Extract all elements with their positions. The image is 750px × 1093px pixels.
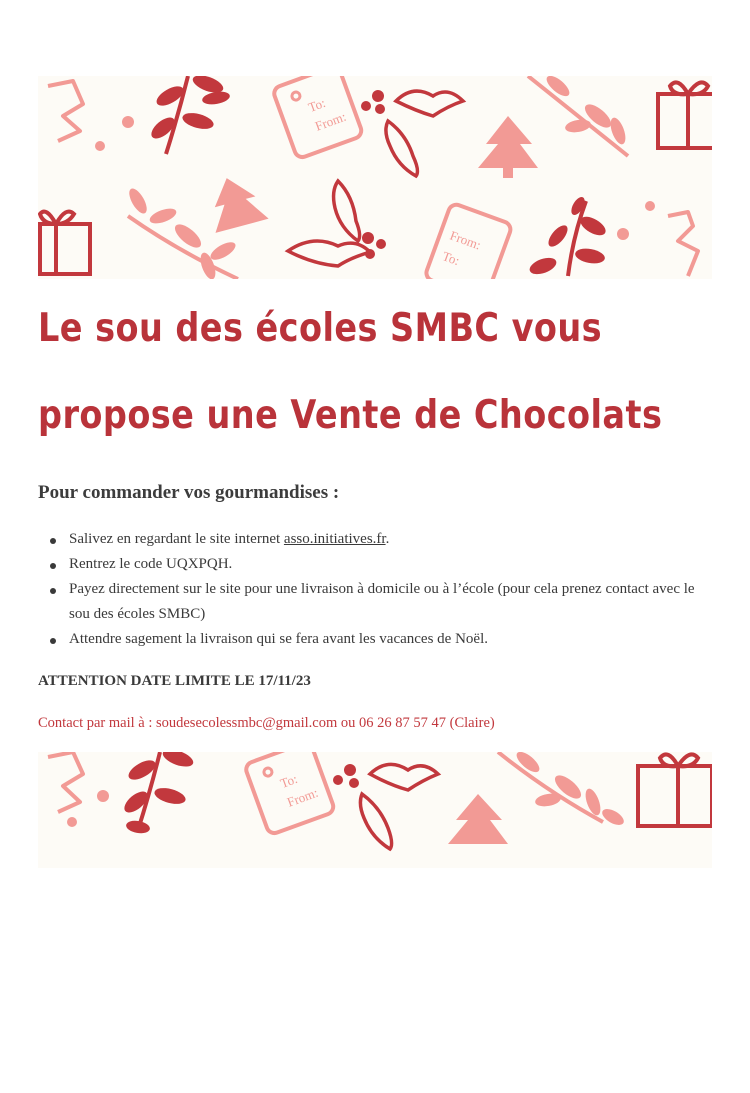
christmas-tree-icon bbox=[478, 116, 538, 178]
list-item: Salivez en regardant le site internet asso.initiatives.fr. bbox=[38, 527, 698, 552]
order-subtitle: Pour commander vos gourmandises : bbox=[38, 482, 340, 503]
ribbon-icon bbox=[48, 81, 83, 141]
svg-text:To:: To: bbox=[440, 248, 462, 269]
leaf-branch-icon bbox=[148, 76, 231, 154]
leaf-branch-icon bbox=[528, 76, 628, 156]
page-title-line-2: propose une Vente de Chocolats bbox=[38, 393, 663, 438]
step-text: Rentrez le code UQXPQH. bbox=[69, 556, 233, 572]
gift-icon bbox=[638, 754, 712, 826]
order-steps-list bbox=[38, 527, 698, 652]
list-item bbox=[38, 552, 698, 577]
deadline-notice: ATTENTION DATE LIMITE LE 17/11/23 bbox=[38, 673, 311, 689]
top-banner bbox=[38, 76, 712, 279]
leaf-branch-icon bbox=[121, 752, 196, 835]
holly-icon bbox=[288, 181, 370, 266]
svg-text:From:: From: bbox=[313, 108, 349, 134]
step-text: Salivez en regardant le site internet bbox=[69, 531, 284, 547]
christmas-tree-icon bbox=[448, 794, 508, 844]
holly-icon bbox=[360, 764, 438, 849]
ribbon-icon bbox=[668, 212, 698, 276]
bottom-banner bbox=[38, 752, 712, 868]
leaf-branch-icon bbox=[498, 752, 626, 828]
contact-info: Contact par mail à : soudesecolessmbc@gmail.com ou 06 26 87 57 47 (Claire) bbox=[38, 715, 495, 731]
step-text: Payez directement sur le site pour une livraison à domicile ou à l’école (pour cela prenez contact avec le sou des écoles SMBC) bbox=[69, 581, 695, 622]
svg-text:From:: From: bbox=[285, 784, 321, 810]
list-item bbox=[38, 627, 698, 652]
svg-text:From:: From: bbox=[447, 227, 483, 253]
gift-tag-icon bbox=[272, 76, 363, 159]
step-text: Attendre sagement la livraison qui se fera avant les vacances de Noël. bbox=[69, 631, 488, 647]
gift-tag-icon bbox=[424, 203, 512, 279]
list-item bbox=[38, 577, 698, 627]
gift-tag-icon bbox=[244, 752, 335, 835]
christmas-tree-icon bbox=[203, 170, 269, 233]
page-title-line-1: Le sou des écoles SMBC vous bbox=[38, 306, 603, 351]
svg-text:To:: To: bbox=[278, 770, 300, 791]
svg-text:To:: To: bbox=[306, 94, 328, 115]
gift-icon bbox=[40, 212, 90, 274]
website-link[interactable]: asso.initiatives.fr bbox=[283, 531, 386, 547]
ribbon-icon bbox=[48, 752, 83, 812]
holly-icon bbox=[386, 91, 463, 176]
gift-icon bbox=[658, 82, 712, 148]
leaf-branch-icon bbox=[527, 195, 608, 278]
